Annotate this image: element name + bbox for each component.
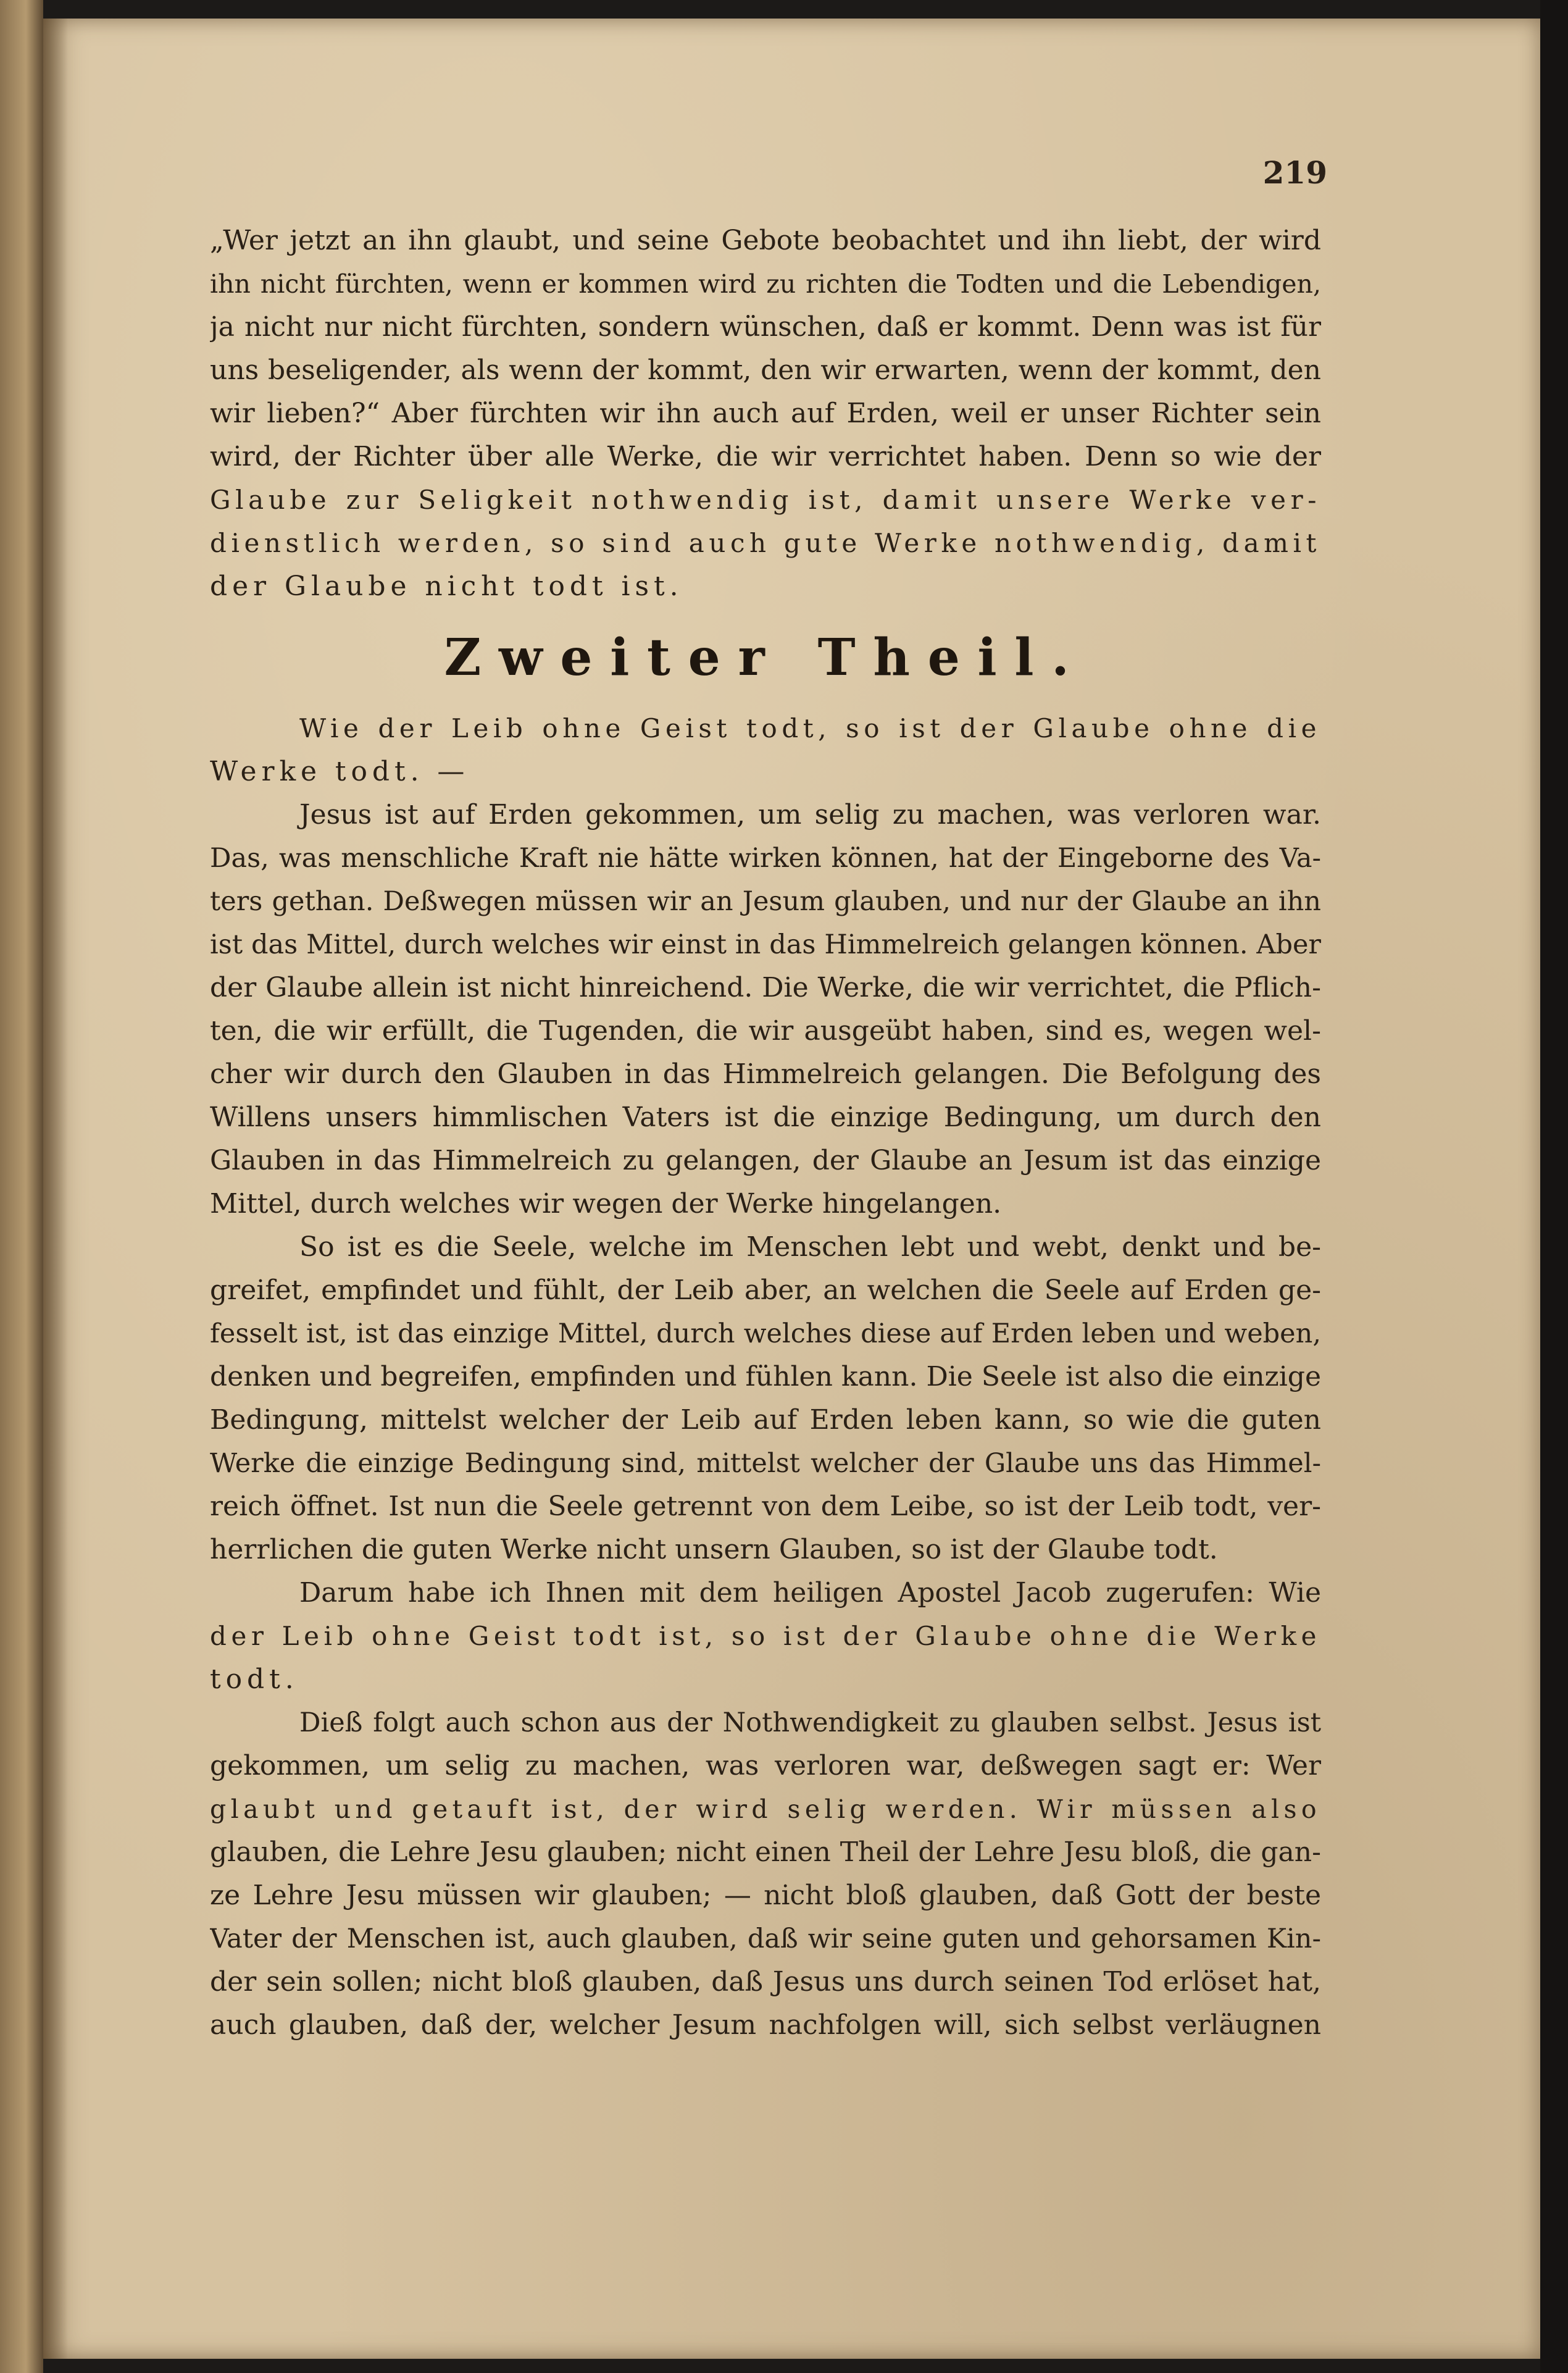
- text-line: der sein sollen; nicht bloß glauben, daß Jesus uns durch seinen Tod erlöset hat,: [210, 1966, 1321, 1998]
- text-line: dienstlich werden, so sind auch gute Werke nothwendig, damit: [210, 528, 1321, 558]
- text-line: der Glaube nicht todt ist.: [210, 571, 683, 602]
- text-line: Bedingung, mittelst welcher der Leib auf Erden leben kann, so wie die guten: [210, 1404, 1321, 1436]
- text-line: gekommen, um selig zu machen, was verloren war, deßwegen sagt er: Wer: [210, 1750, 1321, 1781]
- text-line: der Glaube allein ist nicht hinreichend. Die Werke, die wir verrichtet, die Pflich-: [210, 972, 1321, 1003]
- text-line: Vater der Menschen ist, auch glauben, daß wir seine guten und gehorsamen Kin-: [210, 1923, 1321, 1954]
- text-line: herrlichen die guten Werke nicht unsern Glauben, so ist der Glaube todt.: [210, 1534, 1218, 1565]
- text-line: Mittel, durch welches wir wegen der Werke hingelangen.: [210, 1188, 1002, 1220]
- book-edge: [0, 0, 43, 2373]
- text-line: Dieß folgt auch schon aus der Nothwendigkeit zu glauben selbst. Jesus ist: [299, 1707, 1321, 1738]
- text-line: auch glauben, daß der, welcher Jesum nachfolgen will, sich selbst verläugnen: [210, 2009, 1321, 2041]
- text-line: reich öffnet. Ist nun die Seele getrennt von dem Leibe, so ist der Leib todt, ver-: [210, 1491, 1321, 1522]
- scan-border: [1540, 0, 1568, 2373]
- text-line: wir lieben?“ Aber fürchten wir ihn auch auf Erden, weil er unser Richter sein: [210, 398, 1321, 429]
- text-line: todt.: [210, 1664, 299, 1695]
- paragraph-4: [210, 1226, 1321, 1572]
- text-line: Das, was menschliche Kraft nie hätte wirken können, hat der Eingeborne des Va-: [210, 843, 1321, 874]
- page-spine-shadow: [43, 19, 68, 2359]
- text-line: ihn nicht fürchten, wenn er kommen wird zu richten die Todten und die Lebendigen,: [210, 269, 1321, 299]
- text-line: denken und begreifen, empfinden und fühlen kann. Die Seele ist also die einzige: [210, 1361, 1321, 1392]
- text-line: ist das Mittel, durch welches wir einst in das Himmelreich gelangen können. Aber: [210, 929, 1321, 960]
- text-line: „Wer jetzt an ihn glaubt, und seine Gebote beobachtet und ihn liebt, der wird: [210, 225, 1321, 256]
- paragraph-3: [210, 793, 1321, 1226]
- text-line: uns beseligender, als wenn der kommt, den wir erwarten, wenn der kommt, den: [210, 354, 1321, 386]
- text-line: Werke todt. —: [210, 756, 470, 787]
- text-line: greifet, empfindet und fühlt, der Leib aber, an welchen die Seele auf Erden ge-: [210, 1274, 1321, 1306]
- text-line: Darum habe ich Ihnen mit dem heiligen Apostel Jacob zugerufen: Wie: [299, 1577, 1321, 1609]
- section-heading: Zweiter Theil.: [444, 628, 1087, 687]
- text-line: ja nicht nur nicht fürchten, sondern wünschen, daß er kommt. Denn was ist für: [210, 311, 1321, 343]
- page-number: 219: [1262, 154, 1327, 191]
- text-line: Werke die einzige Bedingung sind, mittelst welcher der Glaube uns das Himmel-: [210, 1448, 1321, 1479]
- text-line: Willens unsers himmlischen Vaters ist die einzige Bedingung, um durch den: [210, 1102, 1321, 1133]
- text-line: wird, der Richter über alle Werke, die wir verrichtet haben. Denn so wie der: [210, 441, 1321, 472]
- text-line: Wie der Leib ohne Geist todt, so ist der Glaube ohne die: [299, 713, 1321, 743]
- paragraph-5: [210, 1572, 1321, 1701]
- paragraph-6: [210, 1701, 1321, 2047]
- text-line: ze Lehre Jesu müssen wir glauben; — nicht bloß glauben, daß Gott der beste: [210, 1880, 1321, 1911]
- paragraph-1: [210, 219, 1321, 608]
- text-line: ten, die wir erfüllt, die Tugenden, die wir ausgeübt haben, sind es, wegen wel-: [210, 1015, 1321, 1047]
- text-line: der Leib ohne Geist todt ist, so ist der Glaube ohne die Werke: [210, 1621, 1321, 1651]
- text-line: Glaube zur Seligkeit nothwendig ist, damit unsere Werke ver-: [210, 485, 1321, 515]
- text-line: Glauben in das Himmelreich zu gelangen, der Glaube an Jesum ist das einzige: [210, 1145, 1321, 1176]
- text-line: So ist es die Seele, welche im Menschen lebt und webt, denkt und be-: [299, 1231, 1321, 1263]
- text-line: fesselt ist, ist das einzige Mittel, durch welches diese auf Erden leben und weben,: [210, 1318, 1321, 1349]
- paragraph-2: [210, 707, 1321, 793]
- text-line: glauben, die Lehre Jesu glauben; nicht einen Theil der Lehre Jesu bloß, die gan-: [210, 1836, 1321, 1868]
- text-body: [210, 219, 1321, 2047]
- text-line: Jesus ist auf Erden gekommen, um selig zu machen, was verloren war.: [299, 799, 1321, 831]
- text-line: ters gethan. Deßwegen müssen wir an Jesum glauben, und nur der Glaube an ihn: [210, 886, 1321, 917]
- text-line: glaubt und getauft ist, der wird selig werden. Wir müssen also: [210, 1794, 1321, 1824]
- text-line: cher wir durch den Glauben in das Himmelreich gelangen. Die Befolgung des: [210, 1058, 1321, 1090]
